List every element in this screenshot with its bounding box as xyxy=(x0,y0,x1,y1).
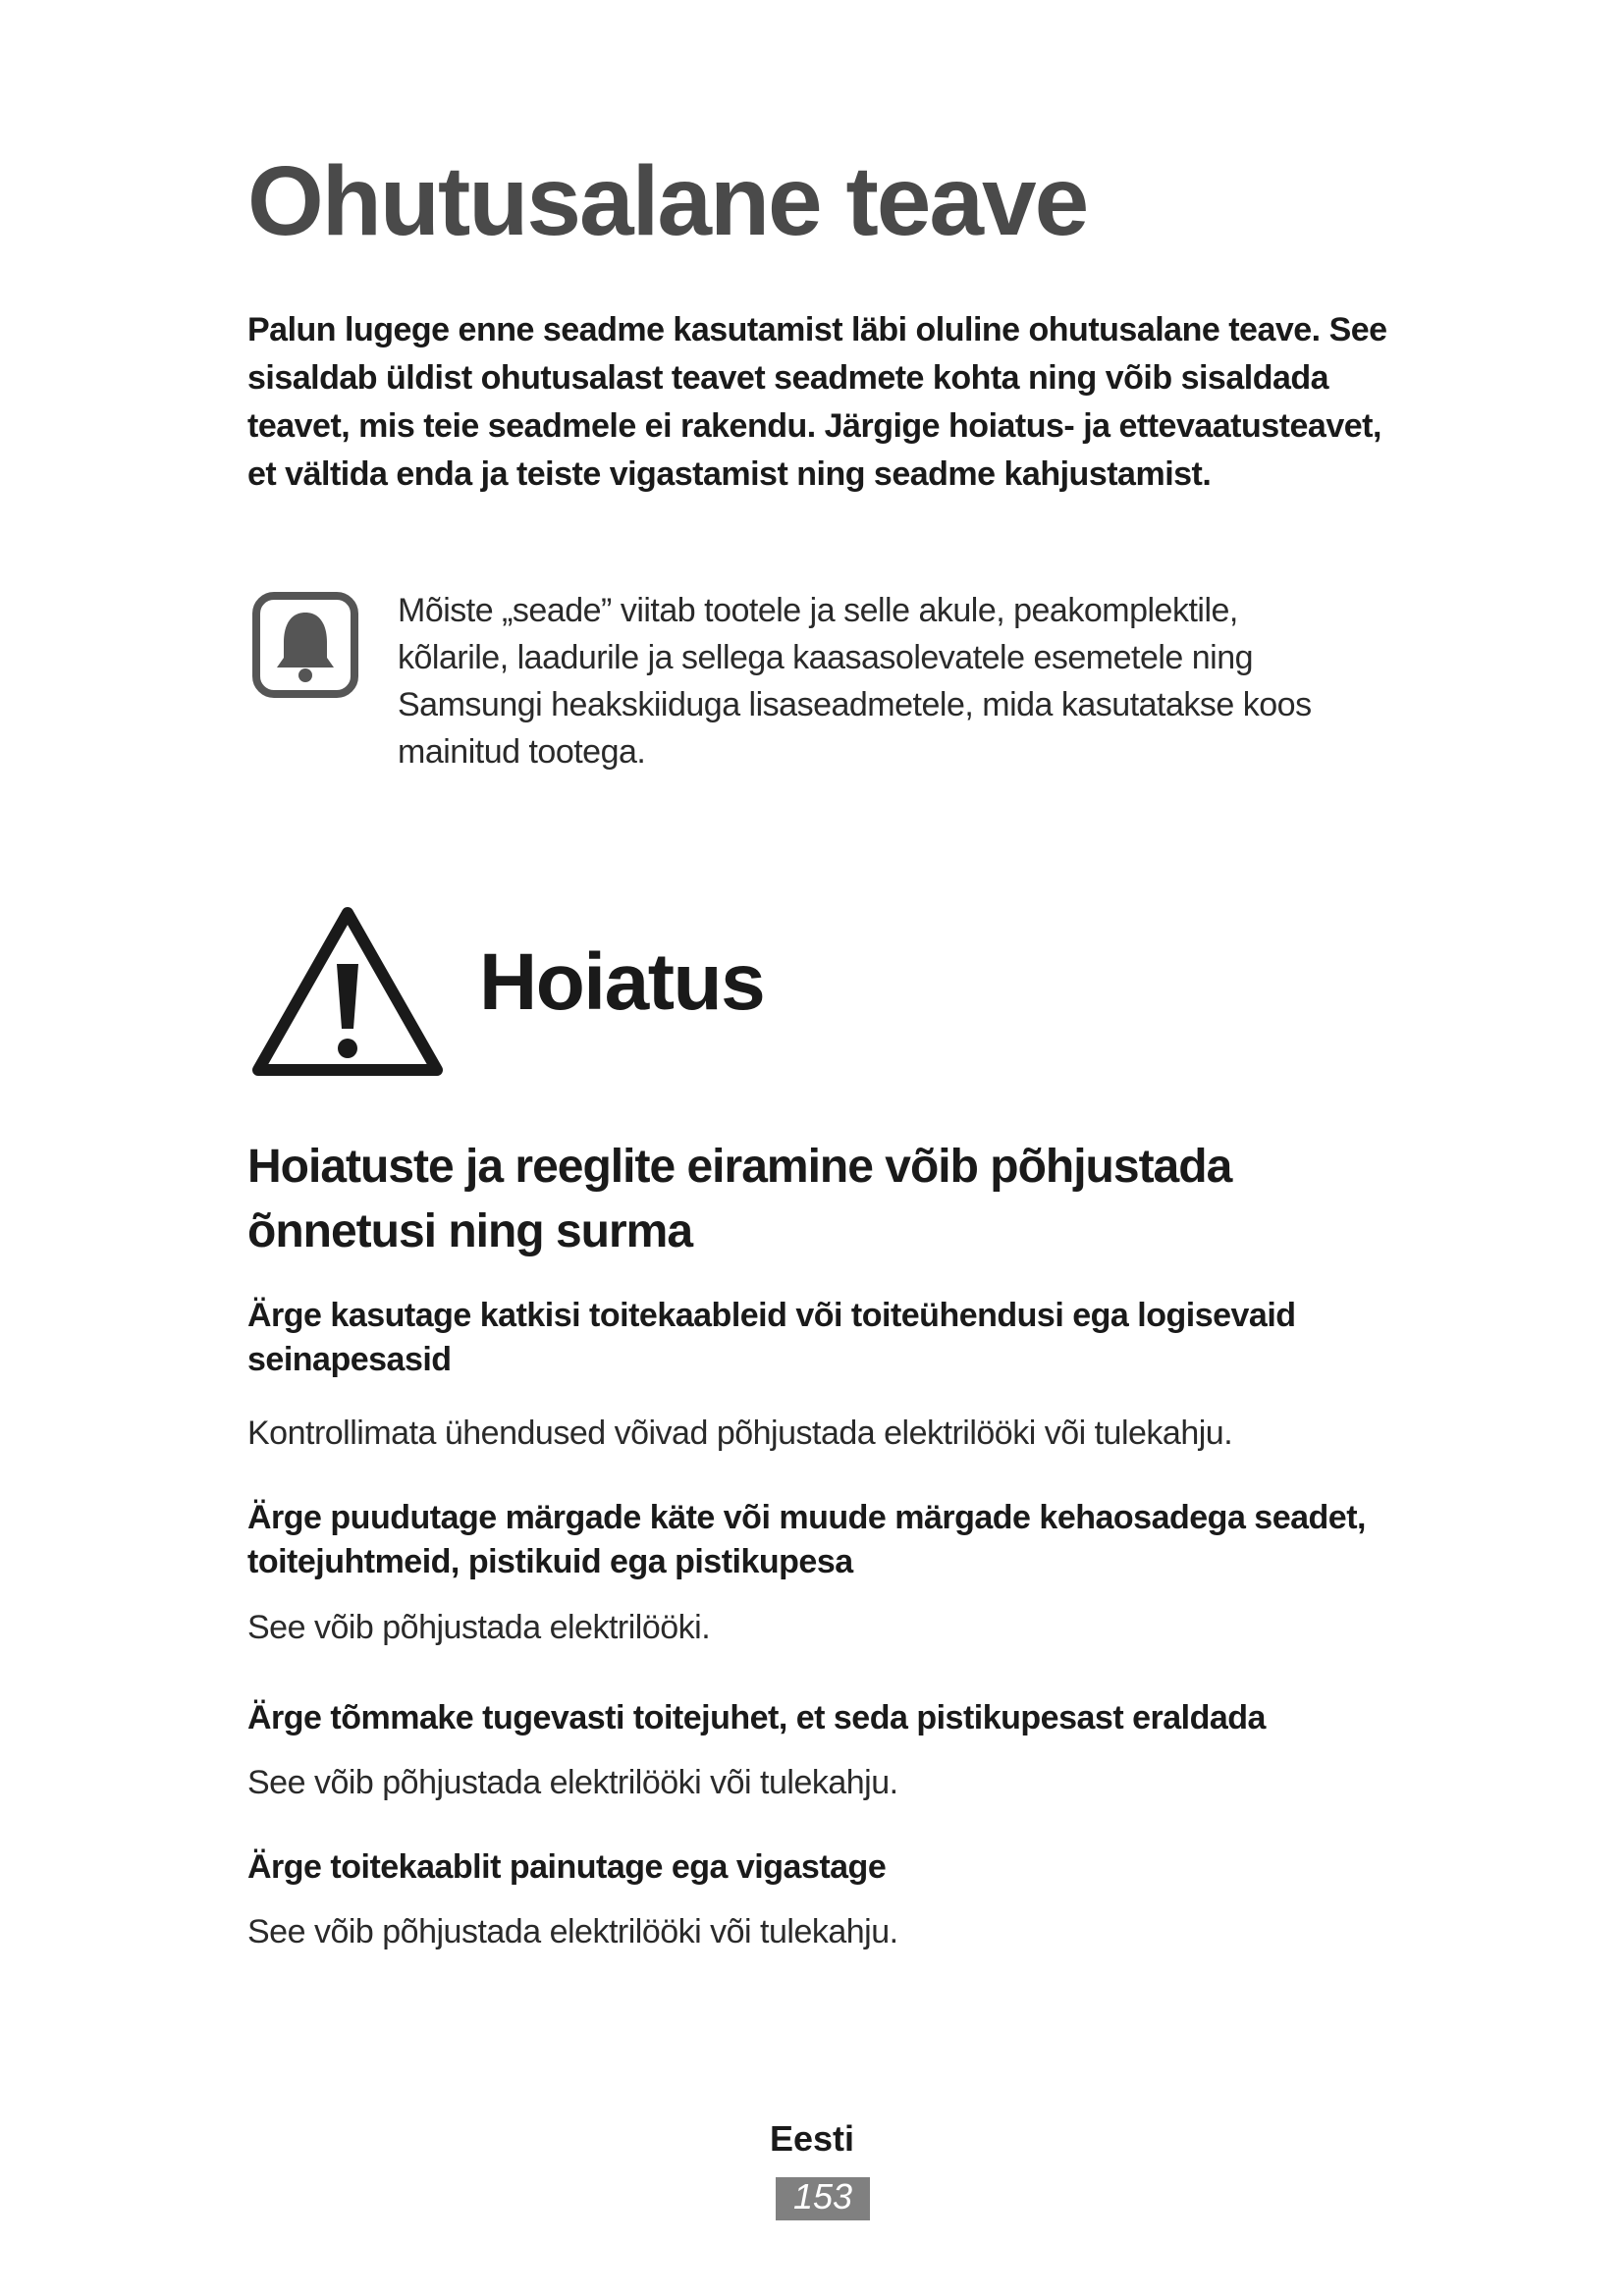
note-text: Mõiste „seade” viitab tootele ja selle akule, peakomplektile, kõlarile, laadurile ja sellega kaasasolevatele esemetele ning Samsungi heakskiiduga lisaseadmetele, mida kasutatakse koos mainitud tootega. xyxy=(398,592,1312,771)
rule-body-4: See võib põhjustada elektrilööki või tulekahju. xyxy=(247,1913,898,1950)
warning-triangle-icon xyxy=(250,903,445,1080)
warning-subtitle: Hoiatuste ja reeglite eiramine võib põhjustada õnnetusi ning surma xyxy=(247,1141,1232,1257)
rule-heading-3: Ärge tõmmake tugevasti toitejuhet, et seda pistikupesast eraldada xyxy=(247,1699,1266,1736)
rule-body-3: See võib põhjustada elektrilööki või tulekahju. xyxy=(247,1764,898,1801)
rule-body-2: See võib põhjustada elektrilööki. xyxy=(247,1609,711,1646)
page-number: 153 xyxy=(776,2177,870,2220)
rule-heading-2: Ärge puudutage märgade käte või muude märgade kehaosadega seadet, toitejuhtmeid, pistikuid ega pistikupesa xyxy=(247,1499,1366,1580)
intro-paragraph: Palun lugege enne seadme kasutamist läbi oluline ohutusalane teave. See sisaldab üldist ohutusalast teavet seadmete kohta ning võib sisaldada teavet, mis teie seadmele ei rakendu. Järgige hoiatus- ja ettevaatusteavet, et vältida enda ja teiste vigastamist ning seadme kahjustamist. xyxy=(247,311,1387,493)
page-title: Ohutusalane teave xyxy=(247,146,1088,256)
footer-language: Eesti xyxy=(769,2118,855,2159)
rule-heading-1: Ärge kasutage katkisi toitekaableid või toiteühendusi ega logisevaid seinapesasid xyxy=(247,1297,1296,1378)
bell-notice-icon xyxy=(251,591,359,699)
rule-body-1: Kontrollimata ühendused võivad põhjustada elektrilööki või tulekahju. xyxy=(247,1415,1233,1452)
rule-heading-4: Ärge toitekaablit painutage ega vigastage xyxy=(247,1848,887,1886)
warning-title: Hoiatus xyxy=(479,937,765,1027)
